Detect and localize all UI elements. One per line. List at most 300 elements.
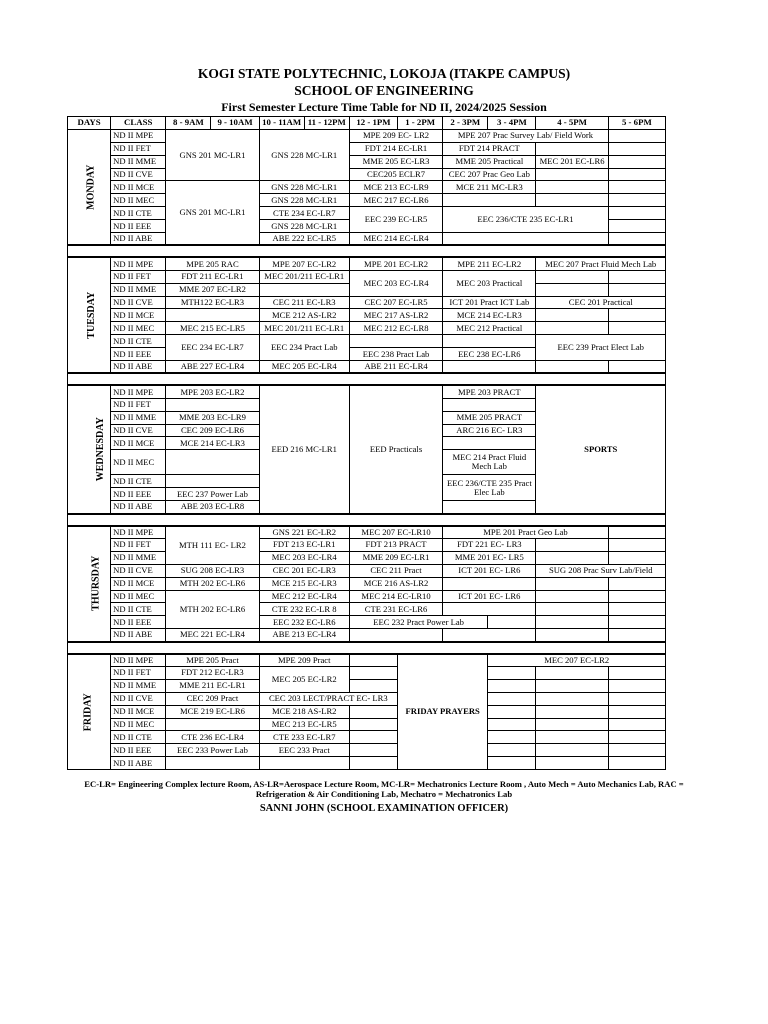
- class-cell: ND II MCE: [111, 437, 166, 450]
- header-cell: 4 - 5PM: [536, 117, 608, 130]
- class-cell: ND II CTE: [111, 207, 166, 220]
- separator-cell: [68, 642, 666, 654]
- slot-cell: [608, 538, 665, 551]
- slot-cell: MPE 211 EC-LR2: [443, 257, 536, 270]
- slot-cell: MEC 207 Pract Fluid Mech Lab: [536, 257, 666, 270]
- slot-cell: ICT 201 Pract ICT Lab: [443, 296, 536, 309]
- header-cell: 8 - 9AM: [166, 117, 211, 130]
- table-row: [68, 142, 666, 155]
- class-cell: ND II ABE: [111, 757, 166, 770]
- slot-cell: EED Practicals: [349, 385, 442, 513]
- slot-cell: EEC 238 Pract Lab: [349, 348, 442, 361]
- slot-cell: MEC 201/211 EC-LR1: [259, 322, 349, 335]
- slot-cell: [536, 551, 608, 564]
- table-row: [68, 526, 666, 539]
- slot-cell: [608, 220, 665, 233]
- class-cell: ND II CVE: [111, 564, 166, 577]
- slot-cell: [608, 361, 665, 374]
- slot-cell: MTH 202 EC-LR6: [166, 577, 259, 590]
- slot-cell: [608, 168, 665, 181]
- slot-cell: [349, 705, 397, 718]
- slot-cell: MME 201 EC- LR5: [443, 551, 536, 564]
- slot-cell: [536, 283, 608, 296]
- slot-cell: MCE 211 MC-LR3: [443, 181, 536, 194]
- header-cell: 3 - 4PM: [488, 117, 536, 130]
- slot-cell: MME 205 Practical: [443, 155, 536, 168]
- slot-cell: [349, 744, 397, 757]
- slot-cell: EEC 233 Power Lab: [166, 744, 259, 757]
- slot-cell: [608, 207, 665, 220]
- slot-cell: MME 207 EC-LR2: [166, 283, 259, 296]
- class-cell: ND II FET: [111, 142, 166, 155]
- slot-cell: MEC 207 EC-LR10: [349, 526, 442, 539]
- slot-cell: ABE 227 EC-LR4: [166, 361, 259, 374]
- institution-title: KOGI STATE POLYTECHNIC, LOKOJA (ITAKPE CAMPUS): [197, 66, 571, 81]
- slot-cell: MCE 214 EC-LR3: [443, 309, 536, 322]
- slot-cell: [488, 692, 536, 705]
- slot-cell: [443, 603, 536, 616]
- slot-cell: [166, 398, 259, 411]
- separator-cell: [68, 245, 666, 257]
- slot-cell: MPE 207 Prac Survey Lab/ Field Work: [443, 129, 609, 142]
- slot-cell: EEC 232 Pract Power Lab: [349, 616, 487, 629]
- slot-cell: FDT 221 EC- LR3: [443, 538, 536, 551]
- slot-cell: [536, 757, 608, 770]
- slot-cell: [536, 168, 608, 181]
- slot-cell: EEC 236/CTE 235 EC-LR1: [443, 207, 609, 233]
- slot-cell: MEC 217 AS-LR2: [349, 309, 442, 322]
- slot-cell: [608, 322, 665, 335]
- slot-cell: [536, 590, 608, 603]
- header-cell: 2 - 3PM: [443, 117, 488, 130]
- class-cell: ND II MPE: [111, 526, 166, 539]
- slot-cell: MEC 207 EC-LR2: [488, 654, 666, 667]
- table-row: [68, 666, 666, 679]
- slot-cell: [488, 679, 536, 692]
- slot-cell: MEC 203 EC-LR4: [259, 551, 349, 564]
- slot-cell: CTE 234 EC-LR7: [259, 207, 349, 220]
- slot-cell: EEC 237 Power Lab: [166, 488, 259, 501]
- slot-cell: [608, 616, 665, 629]
- slot-cell: [488, 744, 536, 757]
- class-cell: ND II CTE: [111, 475, 166, 488]
- slot-cell: [536, 629, 608, 642]
- slot-cell: MCE 216 AS-LR2: [349, 577, 442, 590]
- table-row: [68, 207, 666, 220]
- slot-cell: MCE 212 AS-LR2: [259, 309, 349, 322]
- slot-cell: [166, 718, 259, 731]
- class-cell: ND II CTE: [111, 603, 166, 616]
- slot-cell: [608, 718, 665, 731]
- class-cell: ND II MEC: [111, 194, 166, 207]
- slot-cell: GNS 228 MC-LR1: [259, 181, 349, 194]
- class-cell: ND II MEC: [111, 718, 166, 731]
- slot-cell: MEC 221 EC-LR4: [166, 629, 259, 642]
- class-cell: ND II MPE: [111, 129, 166, 142]
- slot-cell: [166, 757, 259, 770]
- slot-cell: MEC 214 EC-LR4: [349, 233, 442, 246]
- slot-cell: FRIDAY PRAYERS: [398, 654, 488, 770]
- slot-cell: [488, 705, 536, 718]
- slot-cell: EED 216 MC-LR1: [259, 385, 349, 513]
- class-cell: ND II MPE: [111, 385, 166, 398]
- slot-cell: [166, 309, 259, 322]
- day-separator: [68, 245, 666, 257]
- header-cell: 12 - 1PM: [349, 117, 397, 130]
- class-cell: ND II FET: [111, 666, 166, 679]
- slot-cell: ABE 222 EC-LR5: [259, 233, 349, 246]
- slot-cell: [488, 731, 536, 744]
- slot-cell: [443, 233, 609, 246]
- slot-cell: MEC 214 Pract Fluid Mech Lab: [443, 450, 536, 475]
- slot-cell: [608, 526, 665, 539]
- table-row: [68, 744, 666, 757]
- slot-cell: [536, 142, 608, 155]
- slot-cell: EEC 239 Pract Elect Lab: [536, 335, 666, 361]
- slot-cell: MME 205 EC-LR3: [349, 155, 442, 168]
- class-cell: ND II EEE: [111, 488, 166, 501]
- slot-cell: [536, 731, 608, 744]
- class-cell: ND II ABE: [111, 629, 166, 642]
- slot-cell: MEC 212 EC-LR8: [349, 322, 442, 335]
- header-row: [68, 117, 666, 130]
- slot-cell: [608, 679, 665, 692]
- slot-cell: MEC 212 Practical: [443, 322, 536, 335]
- table-row: [68, 155, 666, 168]
- slot-cell: ABE 211 EC-LR4: [349, 361, 442, 374]
- class-cell: ND II MPE: [111, 257, 166, 270]
- table-row: [68, 168, 666, 181]
- class-cell: ND II CVE: [111, 168, 166, 181]
- table-row: [68, 538, 666, 551]
- table-row: [68, 181, 666, 194]
- slot-cell: MME 211 EC-LR1: [166, 679, 259, 692]
- slot-cell: MEC 213 EC-LR5: [259, 718, 349, 731]
- slot-cell: [443, 335, 536, 348]
- table-row: [68, 385, 666, 398]
- class-cell: ND II MME: [111, 551, 166, 564]
- table-row: [68, 309, 666, 322]
- slot-cell: MME 203 EC-LR9: [166, 411, 259, 424]
- slot-cell: [536, 679, 608, 692]
- slot-cell: EEC 239 EC-LR5: [349, 207, 442, 233]
- timetable: [67, 116, 666, 770]
- table-row: [68, 194, 666, 207]
- slot-cell: ABE 213 EC-LR4: [259, 629, 349, 642]
- table-row: [68, 335, 666, 348]
- slot-cell: [536, 270, 608, 283]
- slot-cell: [349, 679, 397, 692]
- slot-cell: CTE 232 EC-LR 8: [259, 603, 349, 616]
- slot-cell: MPE 209 Pract: [259, 654, 349, 667]
- separator-cell: [68, 373, 666, 385]
- slot-cell: MPE 205 Pract: [166, 654, 259, 667]
- class-cell: ND II MME: [111, 411, 166, 424]
- day-monday: MONDAY: [68, 129, 111, 245]
- class-cell: ND II MEC: [111, 450, 166, 475]
- slot-cell: FDT 214 PRACT: [443, 142, 536, 155]
- slot-cell: [536, 666, 608, 679]
- class-cell: ND II FET: [111, 270, 166, 283]
- class-cell: ND II MCE: [111, 181, 166, 194]
- day-separator: [68, 514, 666, 526]
- slot-cell: CEC 207 Prac Geo Lab: [443, 168, 536, 181]
- school-title: SCHOOL OF ENGINEERING: [294, 83, 474, 98]
- slot-cell: [259, 283, 349, 296]
- table-row: [68, 551, 666, 564]
- class-cell: ND II MCE: [111, 577, 166, 590]
- slot-cell: MPE 203 EC-LR2: [166, 385, 259, 398]
- slot-cell: EEC 232 EC-LR6: [259, 616, 349, 629]
- slot-cell: GNS 228 MC-LR1: [259, 220, 349, 233]
- day-tuesday: TUESDAY: [68, 257, 111, 373]
- table-row: [68, 679, 666, 692]
- slot-cell: [536, 181, 608, 194]
- slot-cell: GNS 201 MC-LR1: [166, 129, 259, 181]
- class-cell: ND II MPE: [111, 654, 166, 667]
- slot-cell: [608, 142, 665, 155]
- slot-cell: [536, 744, 608, 757]
- slot-cell: MCE 214 EC-LR3: [166, 437, 259, 450]
- header-cell: 9 - 10AM: [211, 117, 259, 130]
- table-row: [68, 577, 666, 590]
- class-cell: ND II CVE: [111, 692, 166, 705]
- slot-cell: MTH122 EC-LR3: [166, 296, 259, 309]
- slot-cell: [608, 666, 665, 679]
- slot-cell: [608, 233, 665, 246]
- class-cell: ND II MCE: [111, 705, 166, 718]
- slot-cell: [536, 538, 608, 551]
- slot-cell: [536, 309, 608, 322]
- slot-cell: MPE 205 RAC: [166, 257, 259, 270]
- timetable-subtitle: First Semester Lecture Time Table for ND II, 2024/2025 Session: [221, 100, 547, 114]
- class-cell: ND II MCE: [111, 309, 166, 322]
- slot-cell: EEC 236/CTE 235 Pract Elec Lab: [443, 475, 536, 501]
- slot-cell: [443, 398, 536, 411]
- header-cell: 5 - 6PM: [608, 117, 665, 130]
- table-row: [68, 564, 666, 577]
- slot-cell: [443, 577, 536, 590]
- slot-cell: SPORTS: [536, 385, 666, 513]
- header-cell: 11 - 12PM: [304, 117, 349, 130]
- slot-cell: [443, 501, 536, 514]
- slot-cell: [608, 283, 665, 296]
- table-row: [68, 705, 666, 718]
- slot-cell: CEC 201 EC-LR3: [259, 564, 349, 577]
- slot-cell: ICT 201 EC- LR6: [443, 590, 536, 603]
- slot-cell: MEC 205 EC-LR2: [259, 666, 349, 692]
- class-cell: ND II MME: [111, 155, 166, 168]
- slot-cell: [349, 654, 397, 667]
- slot-cell: GNS 201 MC-LR1: [166, 181, 259, 245]
- slot-cell: EEC 238 EC-LR6: [443, 348, 536, 361]
- table-row: [68, 129, 666, 142]
- table-row: [68, 257, 666, 270]
- slot-cell: [349, 731, 397, 744]
- table-row: [68, 296, 666, 309]
- slot-cell: [349, 629, 442, 642]
- slot-cell: [166, 475, 259, 488]
- slot-cell: MEC 203 Practical: [443, 270, 536, 296]
- examination-officer: SANNI JOHN (SCHOOL EXAMINATION OFFICER): [259, 803, 509, 814]
- day-friday: FRIDAY: [68, 654, 111, 770]
- slot-cell: [488, 718, 536, 731]
- slot-cell: [443, 361, 536, 374]
- slot-cell: MCE 213 EC-LR9: [349, 181, 442, 194]
- slot-cell: [608, 309, 665, 322]
- slot-cell: ABE 203 EC-LR8: [166, 501, 259, 514]
- table-row: [68, 590, 666, 603]
- slot-cell: [608, 129, 665, 142]
- table-row: [68, 629, 666, 642]
- day-thursday: THURSDAY: [68, 526, 111, 642]
- slot-cell: [608, 155, 665, 168]
- class-cell: ND II ABE: [111, 361, 166, 374]
- slot-cell: [349, 335, 442, 348]
- slot-cell: CEC 201 Practical: [536, 296, 666, 309]
- slot-cell: [349, 718, 397, 731]
- class-cell: ND II FET: [111, 398, 166, 411]
- slot-cell: CTE 231 EC-LR6: [349, 603, 442, 616]
- slot-cell: MCE 215 EC-LR3: [259, 577, 349, 590]
- slot-cell: CEC205 ECLR7: [349, 168, 442, 181]
- slot-cell: [608, 731, 665, 744]
- slot-cell: MEC 214 EC-LR10: [349, 590, 442, 603]
- slot-cell: [608, 629, 665, 642]
- slot-cell: MEC 201/211 EC-LR1: [259, 270, 349, 283]
- class-cell: ND II EEE: [111, 348, 166, 361]
- slot-cell: [443, 437, 536, 450]
- slot-cell: [536, 361, 608, 374]
- slot-cell: [536, 322, 608, 335]
- class-cell: ND II EEE: [111, 616, 166, 629]
- slot-cell: MCE 219 EC-LR6: [166, 705, 259, 718]
- slot-cell: [608, 577, 665, 590]
- slot-cell: MPE 209 EC- LR2: [349, 129, 442, 142]
- slot-cell: CEC 211 Pract: [349, 564, 442, 577]
- table-row: [68, 757, 666, 770]
- slot-cell: EEC 234 EC-LR7: [166, 335, 259, 361]
- slot-cell: MEC 215 EC-LR5: [166, 322, 259, 335]
- slot-cell: FDT 213 PRACT: [349, 538, 442, 551]
- slot-cell: CEC 209 Pract: [166, 692, 259, 705]
- class-cell: ND II ABE: [111, 233, 166, 246]
- table-row: [68, 718, 666, 731]
- slot-cell: CEC 207 EC-LR5: [349, 296, 442, 309]
- table-row: [68, 731, 666, 744]
- class-cell: ND II MME: [111, 679, 166, 692]
- slot-cell: [536, 603, 608, 616]
- slot-cell: [608, 270, 665, 283]
- table-row: [68, 692, 666, 705]
- slot-cell: MME 205 PRACT: [443, 411, 536, 424]
- separator-cell: [68, 514, 666, 526]
- slot-cell: [608, 181, 665, 194]
- slot-cell: [608, 744, 665, 757]
- header-cell: 10 - 11AM: [259, 117, 304, 130]
- slot-cell: MTH 202 EC-LR6: [166, 590, 259, 629]
- slot-cell: [608, 551, 665, 564]
- slot-cell: [536, 692, 608, 705]
- slot-cell: FDT 213 EC-LR1: [259, 538, 349, 551]
- slot-cell: ICT 201 EC- LR6: [443, 564, 536, 577]
- slot-cell: FDT 211 EC-LR1: [166, 270, 259, 283]
- slot-cell: GNS 221 EC-LR2: [259, 526, 349, 539]
- slot-cell: [349, 666, 397, 679]
- table-row: [68, 616, 666, 629]
- slot-cell: [349, 757, 397, 770]
- class-cell: ND II MEC: [111, 322, 166, 335]
- slot-cell: MPE 203 PRACT: [443, 385, 536, 398]
- slot-cell: MEC 212 EC-LR4: [259, 590, 349, 603]
- slot-cell: MCE 218 AS-LR2: [259, 705, 349, 718]
- class-cell: ND II EEE: [111, 744, 166, 757]
- slot-cell: [488, 666, 536, 679]
- table-row: [68, 654, 666, 667]
- slot-cell: EEC 234 Pract Lab: [259, 335, 349, 361]
- slot-cell: SUG 208 Prac Surv Lab/Field: [536, 564, 666, 577]
- slot-cell: GNS 228 MC-LR1: [259, 194, 349, 207]
- class-cell: ND II MEC: [111, 590, 166, 603]
- slot-cell: [536, 718, 608, 731]
- slot-cell: [608, 194, 665, 207]
- class-cell: ND II MME: [111, 283, 166, 296]
- class-cell: ND II CVE: [111, 424, 166, 437]
- slot-cell: [608, 757, 665, 770]
- slot-cell: [536, 705, 608, 718]
- class-cell: ND II FET: [111, 538, 166, 551]
- slot-cell: [166, 450, 259, 475]
- day-wednesday: WEDNESDAY: [68, 385, 111, 513]
- table-row: [68, 603, 666, 616]
- slot-cell: [608, 590, 665, 603]
- class-cell: ND II CTE: [111, 335, 166, 348]
- slot-cell: [608, 603, 665, 616]
- table-row: [68, 322, 666, 335]
- slot-cell: EEC 233 Pract: [259, 744, 349, 757]
- slot-cell: CTE 236 EC-LR4: [166, 731, 259, 744]
- header-cell: 1 - 2PM: [398, 117, 443, 130]
- table-row: [68, 233, 666, 246]
- slot-cell: MPE 201 Pract Geo Lab: [443, 526, 609, 539]
- class-cell: ND II EEE: [111, 220, 166, 233]
- class-cell: ND II ABE: [111, 501, 166, 514]
- slot-cell: ARC 216 EC- LR3: [443, 424, 536, 437]
- slot-cell: MPE 201 EC-LR2: [349, 257, 442, 270]
- slot-cell: [443, 194, 536, 207]
- slot-cell: SUG 208 EC-LR3: [166, 564, 259, 577]
- table-row: [68, 361, 666, 374]
- slot-cell: FDT 214 EC-LR1: [349, 142, 442, 155]
- slot-cell: MEC 205 EC-LR4: [259, 361, 349, 374]
- class-cell: ND II CVE: [111, 296, 166, 309]
- slot-cell: [608, 705, 665, 718]
- slot-cell: MEC 217 EC-LR6: [349, 194, 442, 207]
- slot-cell: MEC 201 EC-LR6: [536, 155, 608, 168]
- slot-cell: [259, 757, 349, 770]
- header-cell: CLASS: [111, 117, 166, 130]
- slot-cell: [443, 629, 536, 642]
- slot-cell: CEC 211 EC-LR3: [259, 296, 349, 309]
- table-row: [68, 270, 666, 283]
- slot-cell: [536, 616, 608, 629]
- slot-cell: [536, 194, 608, 207]
- day-separator: [68, 642, 666, 654]
- slot-cell: [488, 757, 536, 770]
- class-cell: ND II CTE: [111, 731, 166, 744]
- slot-cell: MPE 207 EC-LR2: [259, 257, 349, 270]
- slot-cell: CTE 233 EC-LR7: [259, 731, 349, 744]
